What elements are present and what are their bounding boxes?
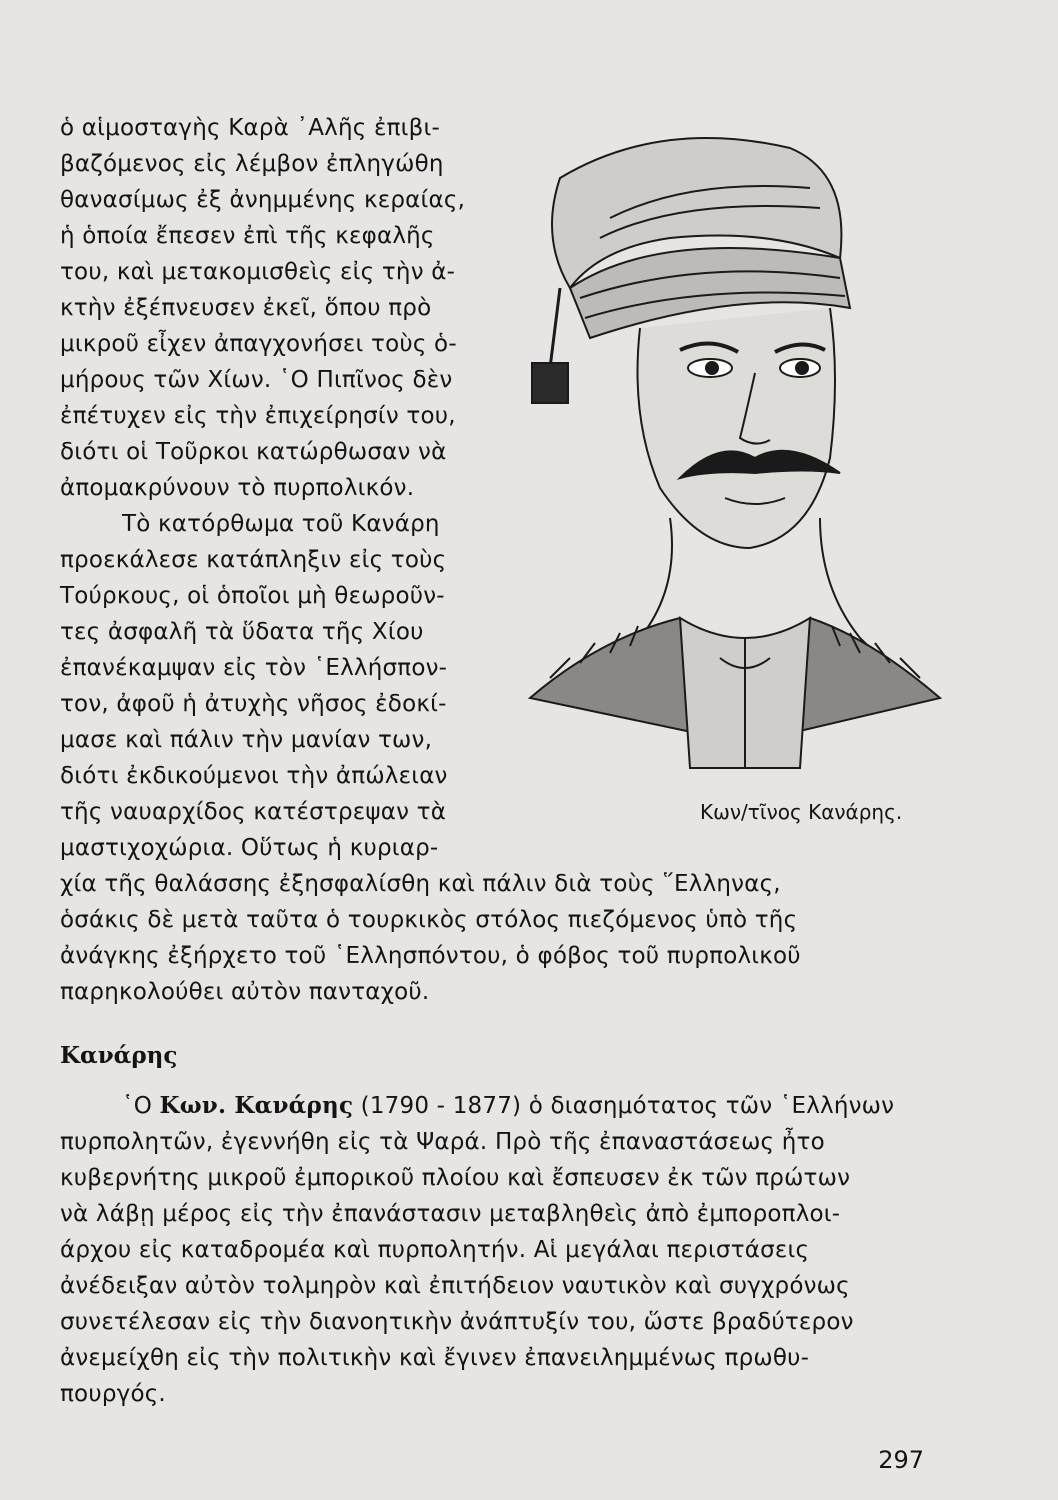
text-line: διότι ἐκδικούμενοι τὴν ἀπώλειαν	[60, 763, 448, 789]
text-line: τῆς ναυαρχίδος κατέστρεψαν τὰ	[60, 799, 447, 825]
first-line-rest: (1790 - 1877) ὁ διασημότατος τῶν ῾Ελλήνων	[353, 1093, 895, 1119]
text-line-wide: ὁσάκις δὲ μετὰ ταῦτα ὁ τουρκικὸς στόλος πιεζόμενος ὑπὸ τῆς	[60, 907, 798, 933]
text-line: κτὴν ἐξέπνευσεν ἐκεῖ, ὅπου πρὸ	[60, 295, 432, 321]
section-first-line	[122, 1090, 894, 1122]
text-line-wide: παρηκολούθει αὐτὸν πανταχοῦ.	[60, 979, 430, 1005]
text-line-wide: ἀνάγκης ἐξήρχετο τοῦ ῾Ελλησπόντου, ὁ φόβος τοῦ πυρπολικοῦ	[60, 943, 801, 969]
text-line: διότι οἱ Τοῦρκοι κατώρθωσαν νὰ	[60, 439, 447, 465]
text-line: πουργός.	[60, 1381, 166, 1407]
text-line: νὰ λάβῃ μέρος εἰς τὴν ἐπανάστασιν μεταβληθεὶς ἀπὸ ἐμποροπλοι-	[60, 1201, 841, 1227]
text-line: άρχου εἰς καταδρομέα καὶ πυρπολητήν. Αἱ μεγάλαι περιστάσεις	[60, 1237, 810, 1263]
text-line: ἀνέδειξαν αὐτὸν τολμηρὸν καὶ ἐπιτήδειον ναυτικὸν καὶ συγχρόνως	[60, 1273, 850, 1299]
text-line: μαστιχοχώρια. Οὕτως ἡ κυριαρ-	[60, 835, 439, 861]
text-line: τον, ἀφοῦ ἡ ἀτυχὴς νῆσος ἐδοκί-	[60, 691, 447, 717]
text-line: ἀπομακρύνουν τὸ πυρπολικόν.	[60, 475, 415, 501]
text-line: βαζόμενος εἰς λέμβον ἐπληγώθη	[60, 151, 444, 177]
text-line: ἡ ὁποία ἔπεσεν ἐπὶ τῆς κεφαλῆς	[60, 223, 435, 249]
text-line: του, καὶ μετακομισθεὶς εἰς τὴν ἀ-	[60, 259, 456, 285]
text-line-wide: χία τῆς θαλάσσης ἐξησφαλίσθη καὶ πάλιν διὰ τοὺς ῞Ελληνας,	[60, 871, 781, 897]
first-line-prefix: ῾Ο	[122, 1093, 160, 1119]
name-bold: Κων. Κανάρης	[159, 1092, 354, 1119]
text-line: θανασίμως ἐξ ἀνημμένης κεραίας,	[60, 187, 466, 213]
text-line: τες ἀσφαλῆ τὰ ὕδατα τῆς Χίου	[60, 619, 424, 645]
page-number: 297	[878, 1446, 924, 1474]
text-line: μικροῦ εἶχεν ἀπαγχονήσει τοὺς ὁ-	[60, 331, 457, 357]
section-heading: Κανάρης	[60, 1042, 178, 1069]
text-line: ἀνεμείχθη εἰς τὴν πολιτικὴν καὶ ἔγινεν ἐπανειλημμένως πρωθυ-	[60, 1345, 810, 1371]
text-line: ὁ αἱμοσταγὴς Καρὰ ᾿Αλῆς ἐπιβι-	[60, 115, 440, 141]
text-line: συνετέλεσαν εἰς τὴν διανοητικὴν ἀνάπτυξίν του, ὥστε βραδύτερον	[60, 1309, 854, 1335]
text-line: πυρπολητῶν, ἐγεννήθη εἰς τὰ Ψαρά. Πρὸ τῆς ἐπαναστάσεως ἦτο	[60, 1129, 825, 1155]
text-line: κυβερνήτης μικροῦ ἐμπορικοῦ πλοίου καὶ ἔσπευσεν ἐκ τῶν πρώτων	[60, 1165, 851, 1191]
text-line: μασε καὶ πάλιν τὴν μανίαν των,	[60, 727, 433, 753]
paragraph-start-line: Τὸ κατόρθωμα τοῦ Κανάρη	[122, 511, 440, 537]
portrait-caption: Κων/τῖνος Κανάρης.	[700, 800, 903, 824]
text-line: ἐπανέκαμψαν εἰς τὸν ῾Ελλήσπον-	[60, 655, 448, 681]
text-line: Τούρκους, οἱ ὁποῖοι μὴ θεωροῦν-	[60, 583, 445, 609]
text-line: μήρους τῶν Χίων. ῾Ο Πιπῖνος δὲν	[60, 367, 453, 393]
text-line: ἐπέτυχεν εἰς τὴν ἐπιχείρησίν του,	[60, 403, 456, 429]
text-line: προεκάλεσε κατάπληξιν εἰς τοὺς	[60, 547, 447, 573]
portrait-engraving	[520, 118, 950, 778]
